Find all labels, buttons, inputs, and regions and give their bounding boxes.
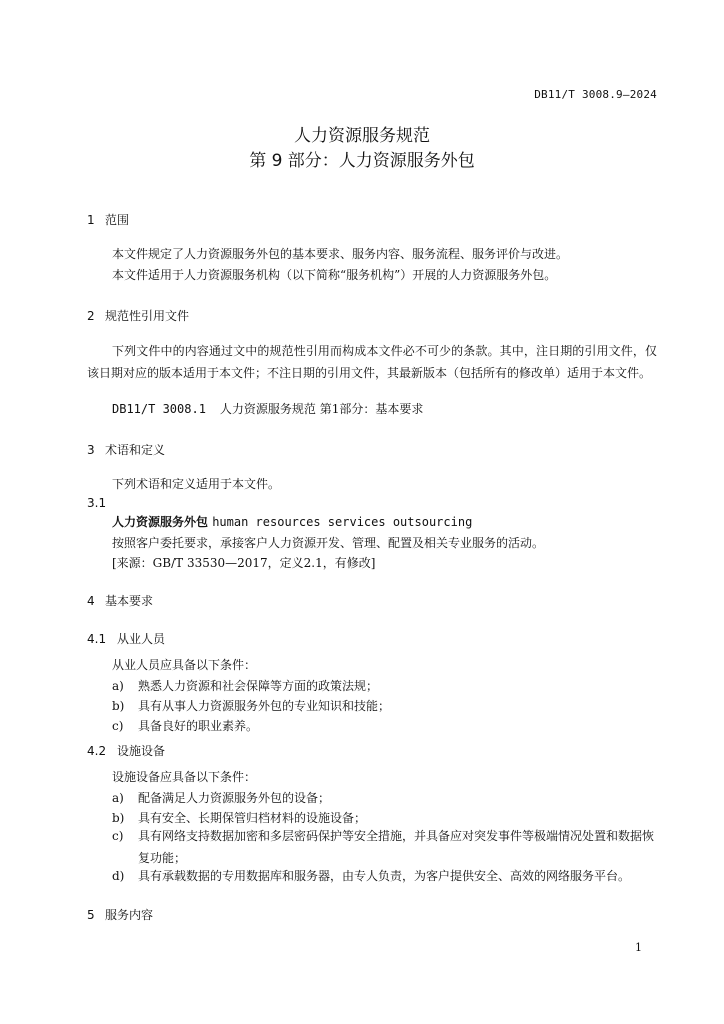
list-marker: b) bbox=[112, 811, 125, 825]
list-text: 具备良好的职业素养。 bbox=[138, 719, 259, 733]
reference-code: DB11/T 3008.1 bbox=[112, 402, 206, 416]
list-text: 具有安全、长期保管归档材料的设施设备； bbox=[138, 811, 367, 825]
subsection-number: 4.1 bbox=[87, 632, 107, 646]
subsection-4-2-heading bbox=[87, 742, 165, 759]
section-3-paragraph-1: 下列术语和定义适用于本文件。 bbox=[112, 477, 281, 491]
document-subtitle: 第 9 部分：人力资源服务外包 bbox=[249, 151, 475, 171]
term-source: [来源：GB/T 33530—2017，定义2.1，有修改] bbox=[112, 556, 376, 570]
list-item bbox=[112, 788, 657, 810]
subsection-4-1-heading bbox=[87, 630, 165, 647]
section-2-heading bbox=[87, 307, 189, 324]
section-title: 范围 bbox=[105, 213, 130, 227]
section-number: 5 bbox=[87, 908, 95, 922]
page-number: 1 bbox=[635, 941, 642, 954]
section-number: 3 bbox=[87, 443, 95, 457]
section-1-heading bbox=[87, 211, 129, 228]
subsection-title: 从业人员 bbox=[117, 632, 166, 646]
list-item bbox=[112, 676, 657, 698]
list-text: 具有从事人力资源服务外包的专业知识和技能； bbox=[138, 699, 391, 713]
section-5-heading bbox=[87, 906, 153, 923]
section-3-heading bbox=[87, 441, 165, 458]
section-number: 4 bbox=[87, 594, 95, 608]
list-text: 配备满足人力资源服务外包的设备； bbox=[138, 791, 331, 805]
section-title: 服务内容 bbox=[105, 908, 154, 922]
section-title: 术语和定义 bbox=[105, 443, 166, 457]
list-marker: c) bbox=[112, 719, 124, 733]
subsection-number: 4.2 bbox=[87, 744, 107, 758]
term-english: human resources services outsourcing bbox=[212, 515, 473, 529]
list-item bbox=[112, 866, 657, 888]
list-text: 具有承载数据的专用数据库和服务器，由专人负责，为客户提供安全、高效的网络服务平台。 bbox=[138, 869, 631, 883]
normative-reference bbox=[112, 399, 423, 421]
term-entry bbox=[112, 512, 472, 534]
reference-title: 人力资源服务规范 第1部分：基本要求 bbox=[219, 402, 424, 416]
subsection-title: 设施设备 bbox=[117, 744, 166, 758]
section-1-paragraph-2: 本文件适用于人力资源服务机构（以下简称“服务机构”）开展的人力资源服务外包。 bbox=[112, 268, 557, 282]
list-marker: b) bbox=[112, 699, 125, 713]
term-number: 3.1 bbox=[87, 496, 107, 510]
term-definition: 按照客户委托要求，承接客户人力资源开发、管理、配置及相关专业服务的活动。 bbox=[112, 536, 545, 550]
list-text: 熟悉人力资源和社会保障等方面的政策法规； bbox=[138, 679, 379, 693]
section-4-heading bbox=[87, 592, 153, 609]
section-number: 2 bbox=[87, 309, 95, 323]
list-marker: a) bbox=[112, 791, 124, 805]
standard-number: DB11/T 3008.9—2024 bbox=[534, 88, 657, 101]
list-item bbox=[112, 826, 657, 869]
term-chinese: 人力资源服务外包 bbox=[112, 515, 209, 529]
section-2-paragraph-1: 下列文件中的内容通过文中的规范性引用而构成本文件必不可少的条款。其中，注日期的引用文件，仅该日期对应的版本适用于本文件；不注日期的引用文件，其最新版本（包括所有的修改单）适用于本文件。 bbox=[87, 344, 657, 380]
section-1-paragraph-1: 本文件规定了人力资源服务外包的基本要求、服务内容、服务流程、服务评价与改进。 bbox=[112, 247, 569, 261]
section-number: 1 bbox=[87, 213, 95, 227]
list-text: 具有网络支持数据加密和多层密码保护等安全措施，并具备应对突发事件等极端情况处置和数据恢复功能； bbox=[138, 829, 655, 865]
subsection-4-2-intro: 设施设备应具备以下条件： bbox=[112, 770, 257, 784]
list-marker: d) bbox=[112, 869, 125, 883]
list-marker: a) bbox=[112, 679, 124, 693]
list-marker: c) bbox=[112, 829, 124, 843]
list-item bbox=[112, 716, 657, 738]
list-item bbox=[112, 696, 657, 718]
section-title: 基本要求 bbox=[105, 594, 154, 608]
section-title: 规范性引用文件 bbox=[105, 309, 190, 323]
subsection-4-1-intro: 从业人员应具备以下条件： bbox=[112, 658, 257, 672]
document-title: 人力资源服务规范 bbox=[294, 126, 430, 146]
